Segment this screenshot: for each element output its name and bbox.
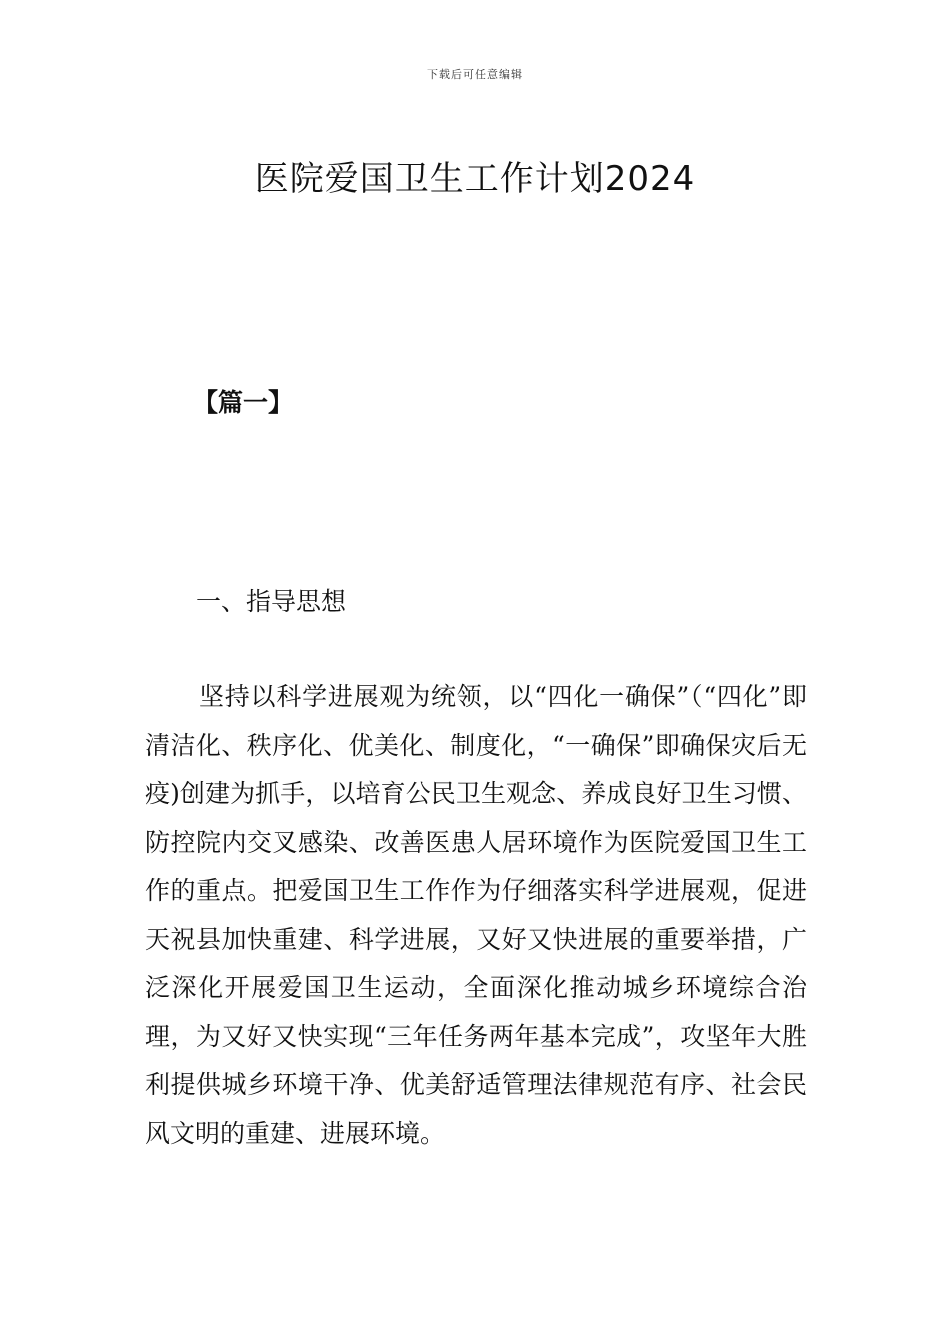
document-title: 医院爱国卫生工作计划2024 — [254, 158, 696, 199]
header-edit-note: 下载后可任意编辑 — [427, 68, 523, 81]
section-heading-guiding-ideology: 一、指导思想 — [196, 587, 347, 616]
body-paragraph: 坚持以科学进展观为统领，以“四化一确保”（“四化”即清洁化、秩序化、优美化、制度化，“一确保”即确保灾后无疫)创建为抓手，以培育公民卫生观念、养成良好卫生习惯、防控院内交叉感染、改善医患人居环境作为医院爱国卫生工作的重点。把爱国卫生工作作为仔细落实科学进展观，促进天祝县加快重建、科学进展，又好又快进展的重要举措，广泛深化开展爱国卫生运动，全面深化推动城乡环境综合治理，为又好又快实现“三年任务两年基本完成”，攻坚年大胜利提供城乡环境干净、优美舒适管理法律规范有序、社会民风文明的重建、进展环境。 — [145, 682, 807, 1148]
section-marker: 【篇一】 — [193, 388, 294, 417]
